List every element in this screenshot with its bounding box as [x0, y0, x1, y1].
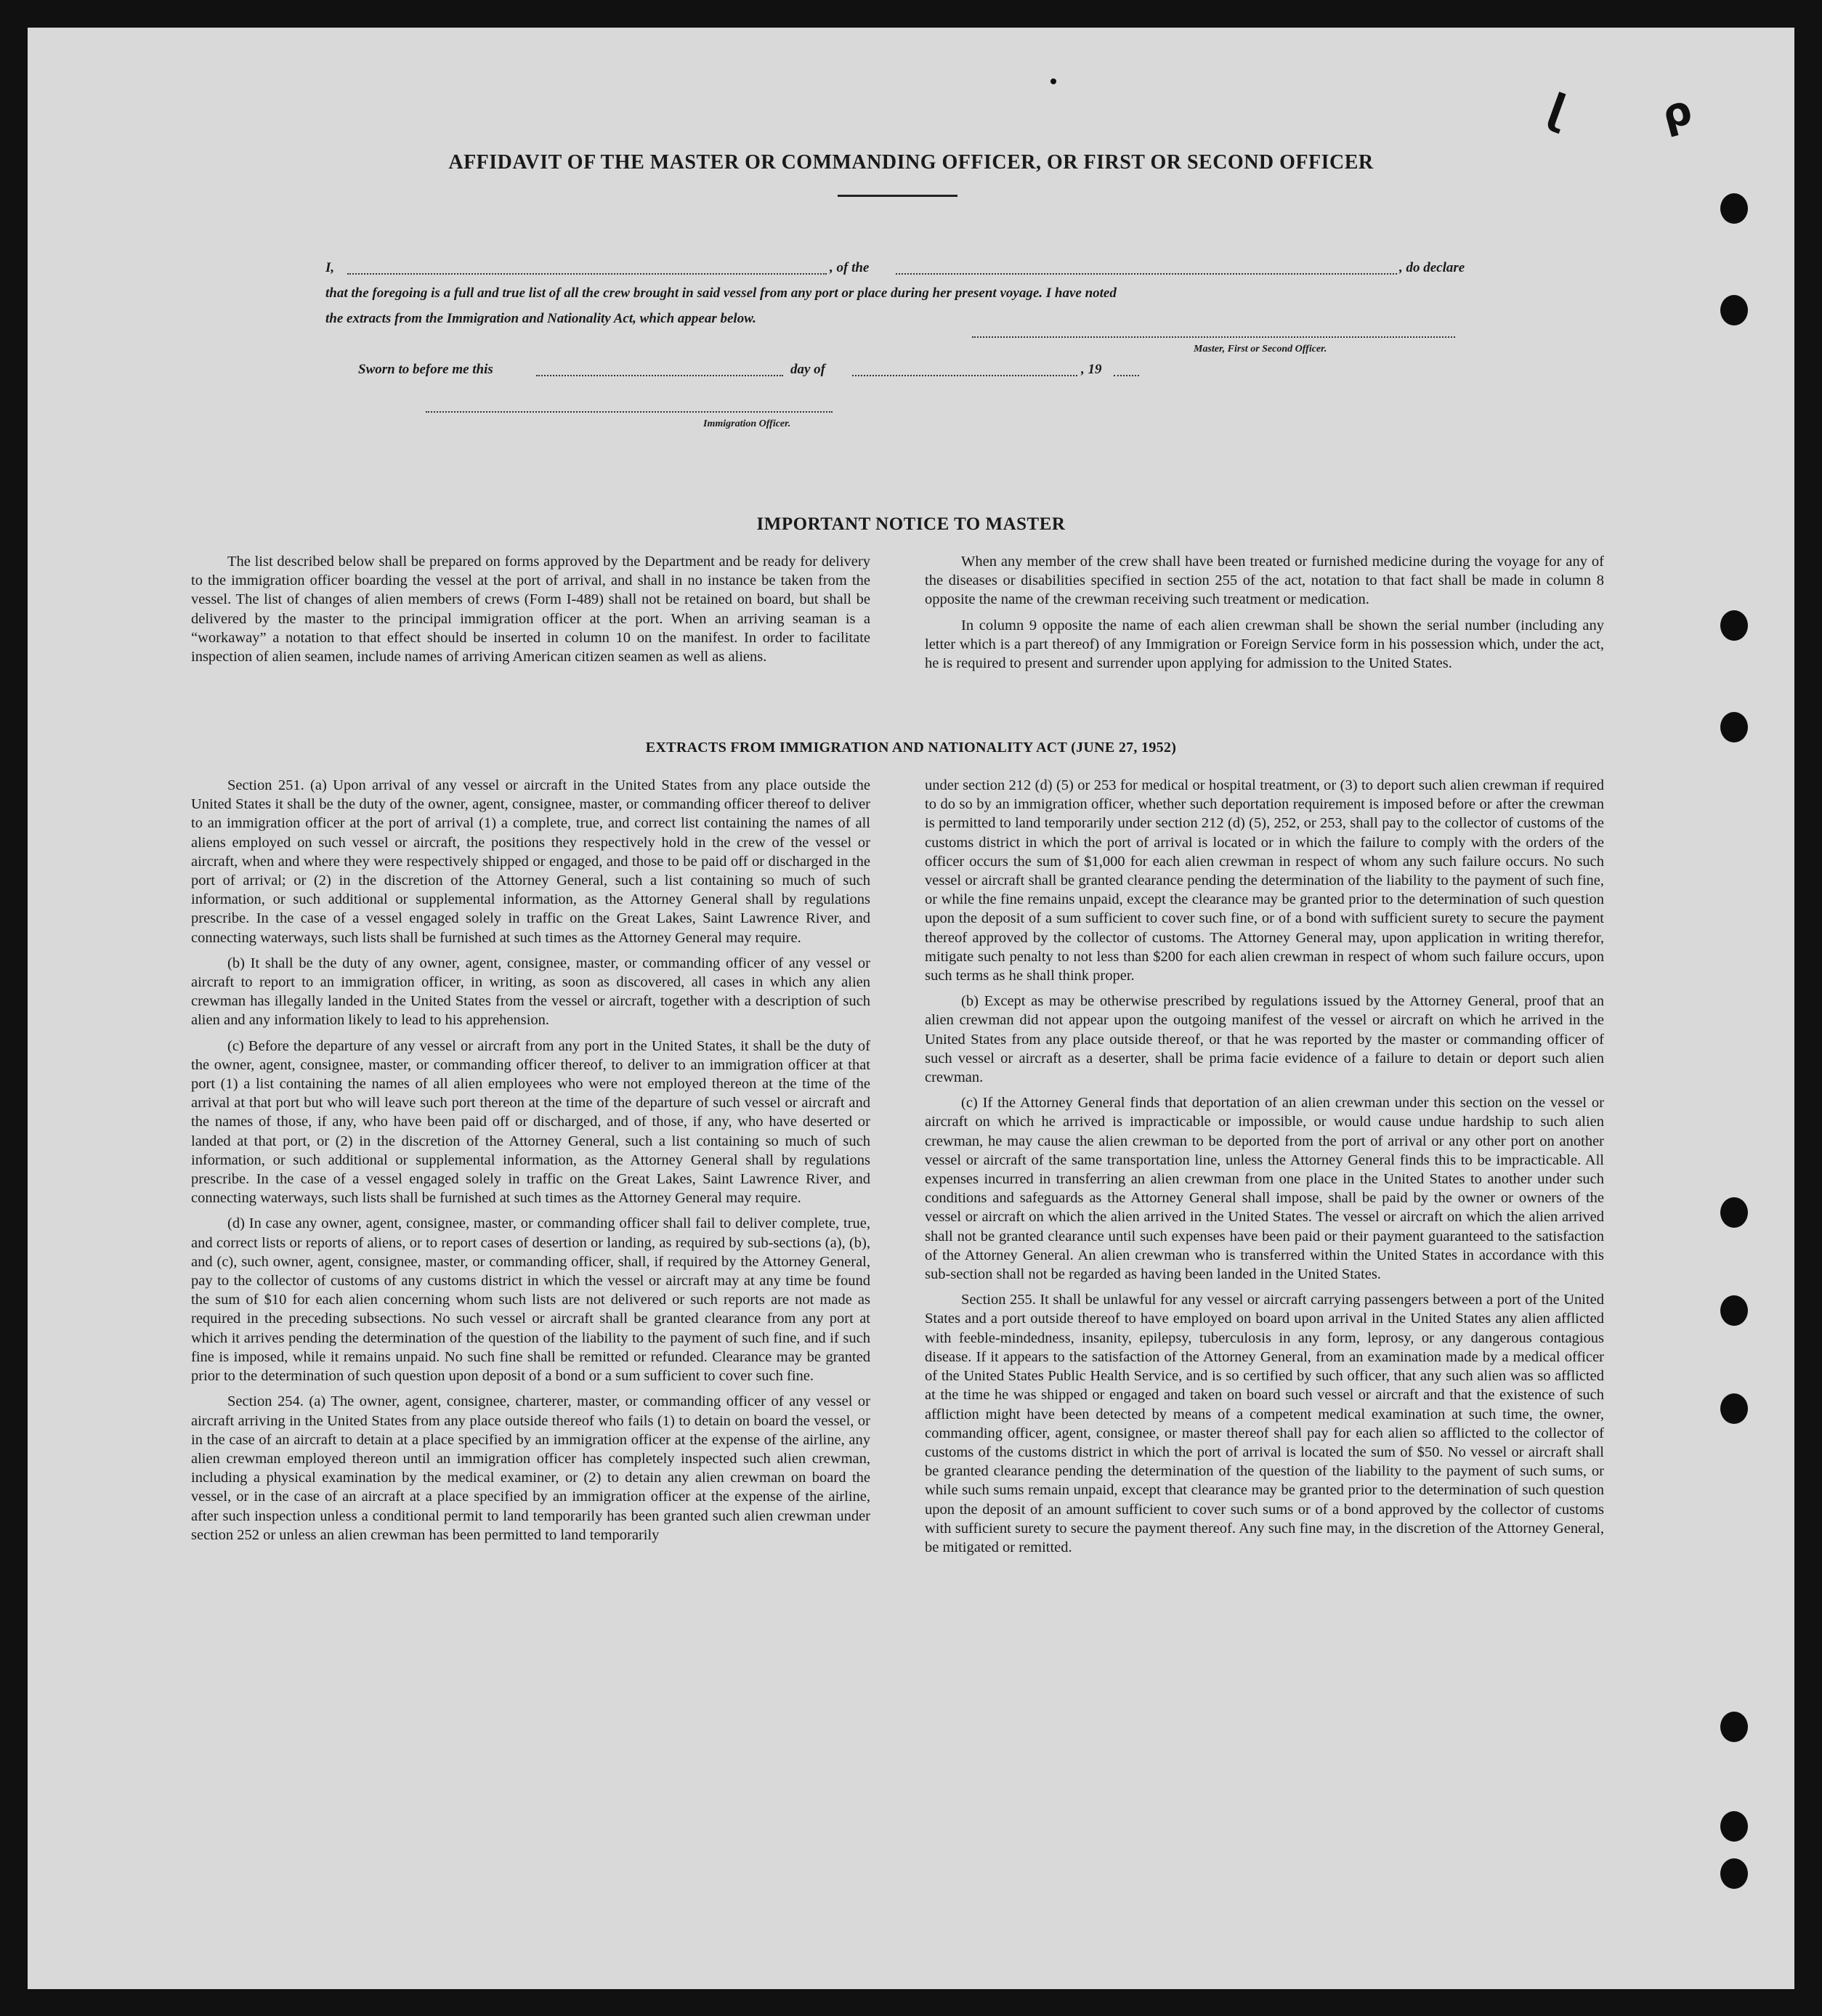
ink-speck	[1050, 78, 1056, 84]
notice-paragraph: The list described below shall be prepared on forms approved by the Department and be ready for delivery to the immigration officer boarding the vessel at the port of arrival, and shall in no instance be taken from the vessel. The list of changes of alien members of crews (Form I-489) shall not be retained on board, but shall be delivered by the master to the principal immigration officer at the port. When an arriving seaman is a “workaway” a notation to that effect should be inserted in column 10 on the manifest. In order to facilitate inspection of alien seamen, include names of arriving American citizen seamen as well as aliens.	[191, 554, 870, 665]
officer-signature-line[interactable]	[426, 411, 833, 413]
affidavit-title: AFFIDAVIT OF THE MASTER OR COMMANDING OFFICER, OR FIRST OR SECOND OFFICER	[448, 151, 1374, 174]
sworn-month-blank[interactable]	[852, 375, 1077, 376]
officer-signature-label: Immigration Officer.	[703, 418, 791, 429]
sworn-year-blank[interactable]	[1114, 375, 1139, 376]
section-paragraph: Section 251. (a) Upon arrival of any vessel or aircraft in the United States from any place outside the United States it shall be the duty of the owner, agent, consignee, master, or commanding officer thereof to deliver to an immigration officer at the port of arrival (1) a complete, true, and correct list containing the names of all aliens employed on such vessel or aircraft, the positions they respectively hold in the crew of the vessel or aircraft, when and where they were respectively shipped or engaged, and those to be paid off or discharged in the port of arrival; or (2) in the discretion of the Attorney General, such a list containing so much of such information, or such additional or supplemental information, as the Attorney General shall by regulations prescribe. In the case of a vessel engaged solely in traffic on the Great Lakes, Saint Lawrence River, and connecting waterways, such lists shall be furnished at such times as the Attorney General may require.	[191, 777, 870, 946]
section-paragraph: (c) Before the departure of any vessel or aircraft from any port in the United States, it shall be the duty of the owner, agent, consignee, master, or commanding officer thereof, to deliver to an immigration officer at that port (1) a list containing the names of all alien employees who were not employed thereon at the time of the arrival at that port but who will leave such port thereon at the time of the departure of such vessel or aircraft and the names of those, if any, who have been paid off or discharged, and of those, if any, who have deserted or landed at that port, or (2) in the discretion of the Attorney General, such a list containing so much of such information, or such additional or supplemental information, as the Attorney General shall by regulations prescribe. In the case of a vessel engaged solely in traffic on the Great Lakes, Saint Lawrence River, and connecting waterways, such lists shall be furnished at such times as the Attorney General may require.	[191, 1037, 870, 1207]
declaration-do-declare: , do declare	[1399, 260, 1465, 275]
handwritten-mark: ρ	[1656, 86, 1697, 140]
sworn-text: Sworn to before me this	[358, 362, 493, 377]
extracts-right-column	[925, 776, 1604, 1563]
notice-paragraph: In column 9 opposite the name of each alien crewman shall be shown the serial number (including any letter which is a part thereof) of any Immigration or Foreign Service form in his possession which, under the act, he is required to present and surrender upon applying for admission to the United States.	[925, 617, 1604, 672]
declaration-i: I,	[325, 260, 335, 275]
notice-right-column	[925, 552, 1604, 679]
extracts-title: EXTRACTS FROM IMMIGRATION AND NATIONALITY ACT (JUNE 27, 1952)	[645, 740, 1177, 756]
notice-left-column	[191, 552, 870, 673]
declaration-of-the: , of the	[830, 260, 870, 275]
binder-hole	[1720, 1712, 1748, 1742]
section-paragraph: Section 254. (a) The owner, agent, consignee, charterer, master, or commanding officer of any vessel or aircraft arriving in the United States from any place outside thereof who fails (1) to detain on board the vessel, or in the case of an aircraft to detain at a place specified by an immigration officer at the expense of the airline, any alien crewman employed thereon until an immigration officer has completely inspected such alien crewman, including a physical examination by the medical examiner, or (2) to detain any alien crewman on board the vessel, or in the case of an aircraft at a place specified by an immigration officer at the expense of the airline, after such inspection unless a conditional permit to land temporarily has been granted such alien crewman under section 252 or unless an alien crewman has been permitted to land temporarily	[191, 1393, 870, 1543]
document-page	[28, 28, 1794, 1989]
binder-hole	[1720, 1393, 1748, 1424]
binder-hole	[1720, 1811, 1748, 1842]
section-paragraph: (c) If the Attorney General finds that deportation of an alien crewman under this section on the vessel or aircraft on which he arrived is impracticable or impossible, or would cause undue hardship to such alien crewman, he may cause the alien crewman to be deported from the port of arrival or any other port on another vessel or aircraft of the same transportation line, unless the Attorney General finds this to be impracticable. All expenses incurred in transferring an alien crewman from one place in the United States to another under such conditions and safeguards as the Attorney General shall impose, shall be paid by the owner or owners of the vessel or aircraft on which the alien arrived in the United States. The vessel or aircraft on which the alien arrived shall not be granted clearance until such expenses have been paid or their payment guaranteed to the satisfaction of the Attorney General. An alien crewman who is transferred within the United States in accordance with this sub-section shall not be regarded as having been landed in the United States.	[925, 1095, 1604, 1283]
section-paragraph: under section 212 (d) (5) or 253 for medical or hospital treatment, or (3) to deport such alien crewman if required to do so by an immigration officer, whether such deportation requirement is imposed before or after the crewman is permitted to land temporarily under section 212 (d) (5), 252, or 253, shall pay to the collector of customs of the customs district in which the port of arrival is located or in which the failure to comply with the orders of the officer occurs the sum of $1,000 for each alien crewman in respect of whom any such failure occurs. No such vessel or aircraft shall be granted clearance pending the determination of the liability to the payment of such fine, or while the fine remains unpaid, except the clearance may be granted prior to the determination of such question upon the deposit of a sum sufficient to cover such fine, or of a bond with sufficient surety to secure the payment thereof approved by the collector of customs. The Attorney General may, upon application in writing therefor, mitigate such penalty to not less than $200 for each alien crewman in respect of whom such failure occurs, upon such terms as he shall think proper.	[925, 777, 1604, 984]
binder-hole	[1720, 295, 1748, 325]
master-signature-line[interactable]	[972, 336, 1455, 338]
sworn-line	[358, 362, 1521, 379]
sworn-day-blank[interactable]	[536, 375, 783, 376]
day-of-text: day of	[790, 362, 826, 377]
binder-hole	[1720, 1197, 1748, 1228]
binder-hole	[1720, 193, 1748, 224]
declaration-line-1	[325, 260, 1488, 278]
notice-paragraph: When any member of the crew shall have been treated or furnished medicine during the voyage for any of the diseases or disabilities specified in section 255 of the act, notation to that fact shall be made in column 8 opposite the name of the crewman receiving such treatment or medication.	[925, 554, 1604, 608]
declaration-line-2: that the foregoing is a full and true list of all the crew brought in said vessel from any port or place during her present voyage. I have noted	[325, 286, 1117, 301]
binder-hole	[1720, 1295, 1748, 1326]
section-paragraph: (b) It shall be the duty of any owner, agent, consignee, master, or commanding officer of any vessel or aircraft to report to an immigration officer, in writing, as soon as discovered, all cases in which any alien crewman has illegally landed in the United States from the vessel or aircraft, together with a description of such alien and any information likely to lead to his apprehension.	[191, 955, 870, 1029]
master-signature-label: Master, First or Second Officer.	[1194, 344, 1327, 355]
section-paragraph: (b) Except as may be otherwise prescribed by regulations issued by the Attorney General, proof that an alien crewman did not appear upon the outgoing manifest of the vessel or aircraft on which he arrived in the United States from any place outside thereof, or that he was reported by the master or commanding officer of such vessel or aircraft as a deserter, shall be prima facie evidence of a failure to detain or deport such alien crewman.	[925, 993, 1604, 1086]
vessel-blank[interactable]	[896, 273, 1397, 275]
declaration-line-3: the extracts from the Immigration and Nationality Act, which appear below.	[325, 311, 756, 326]
notice-title: IMPORTANT NOTICE TO MASTER	[756, 514, 1066, 534]
title-underline	[838, 195, 957, 197]
binder-hole	[1720, 712, 1748, 742]
section-paragraph: Section 255. It shall be unlawful for any vessel or aircraft carrying passengers between a port of the United States and a port outside thereof to have employed on board upon arrival in the United States any alien afflicted with feeble-mindedness, insanity, epilepsy, tuberculosis in any form, leprosy, or any dangerous contagious disease. If it appears to the satisfaction of the Attorney General, from an examination made by a medical officer of the United States Public Health Service, and is so certified by such officer, that any such alien was so afflicted at the time he was shipped or engaged and taken on board such vessel or aircraft and that the existence of such affliction might have been detected by means of a competent medical examination at such time, the owner, commanding officer, agent, consignee, or master thereof shall pay for each alien so afflicted to the collector of customs of the customs district in which the port of arrival is located the sum of $50. No vessel or aircraft shall be granted clearance pending the determination of the question of the liability to the payment of such sums, or while such sums remain unpaid, except that clearance may be granted prior to the determination of such question upon the deposit of an amount sufficient to cover such sums or of a bond approved by the collector of customs with sufficient surety to secure the payment thereof. Any such fine may, in the discretion of the Attorney General, be mitigated or remitted.	[925, 1292, 1604, 1555]
binder-hole	[1720, 1858, 1748, 1889]
handwritten-mark: ɭ	[1542, 84, 1571, 134]
year-text: , 19	[1081, 362, 1102, 377]
binder-hole	[1720, 610, 1748, 641]
extracts-left-column	[191, 776, 870, 1551]
name-blank[interactable]	[347, 273, 827, 275]
section-paragraph: (d) In case any owner, agent, consignee, master, or commanding officer shall fail to deliver complete, true, and correct lists or reports of aliens, or to report cases of desertion or landing, as required by sub-sections (a), (b), and (c), such owner, agent, consignee, master, or commanding officer, shall, if required by the Attorney General, pay to the collector of customs of any customs district in which the vessel or aircraft may at any time be found the sum of $10 for each alien concerning whom such lists are not delivered or such reports are not made as required in the preceding subsections. No such vessel or aircraft shall be granted clearance from any port at which it arrives pending the determination of the question of the liability to the payment of such fine, and if such fine is imposed, while it remains unpaid. No such fine shall be remitted or refunded. Clearance may be granted prior to the determination of such question upon deposit of a bond or a sum sufficient to cover such fine.	[191, 1215, 870, 1385]
